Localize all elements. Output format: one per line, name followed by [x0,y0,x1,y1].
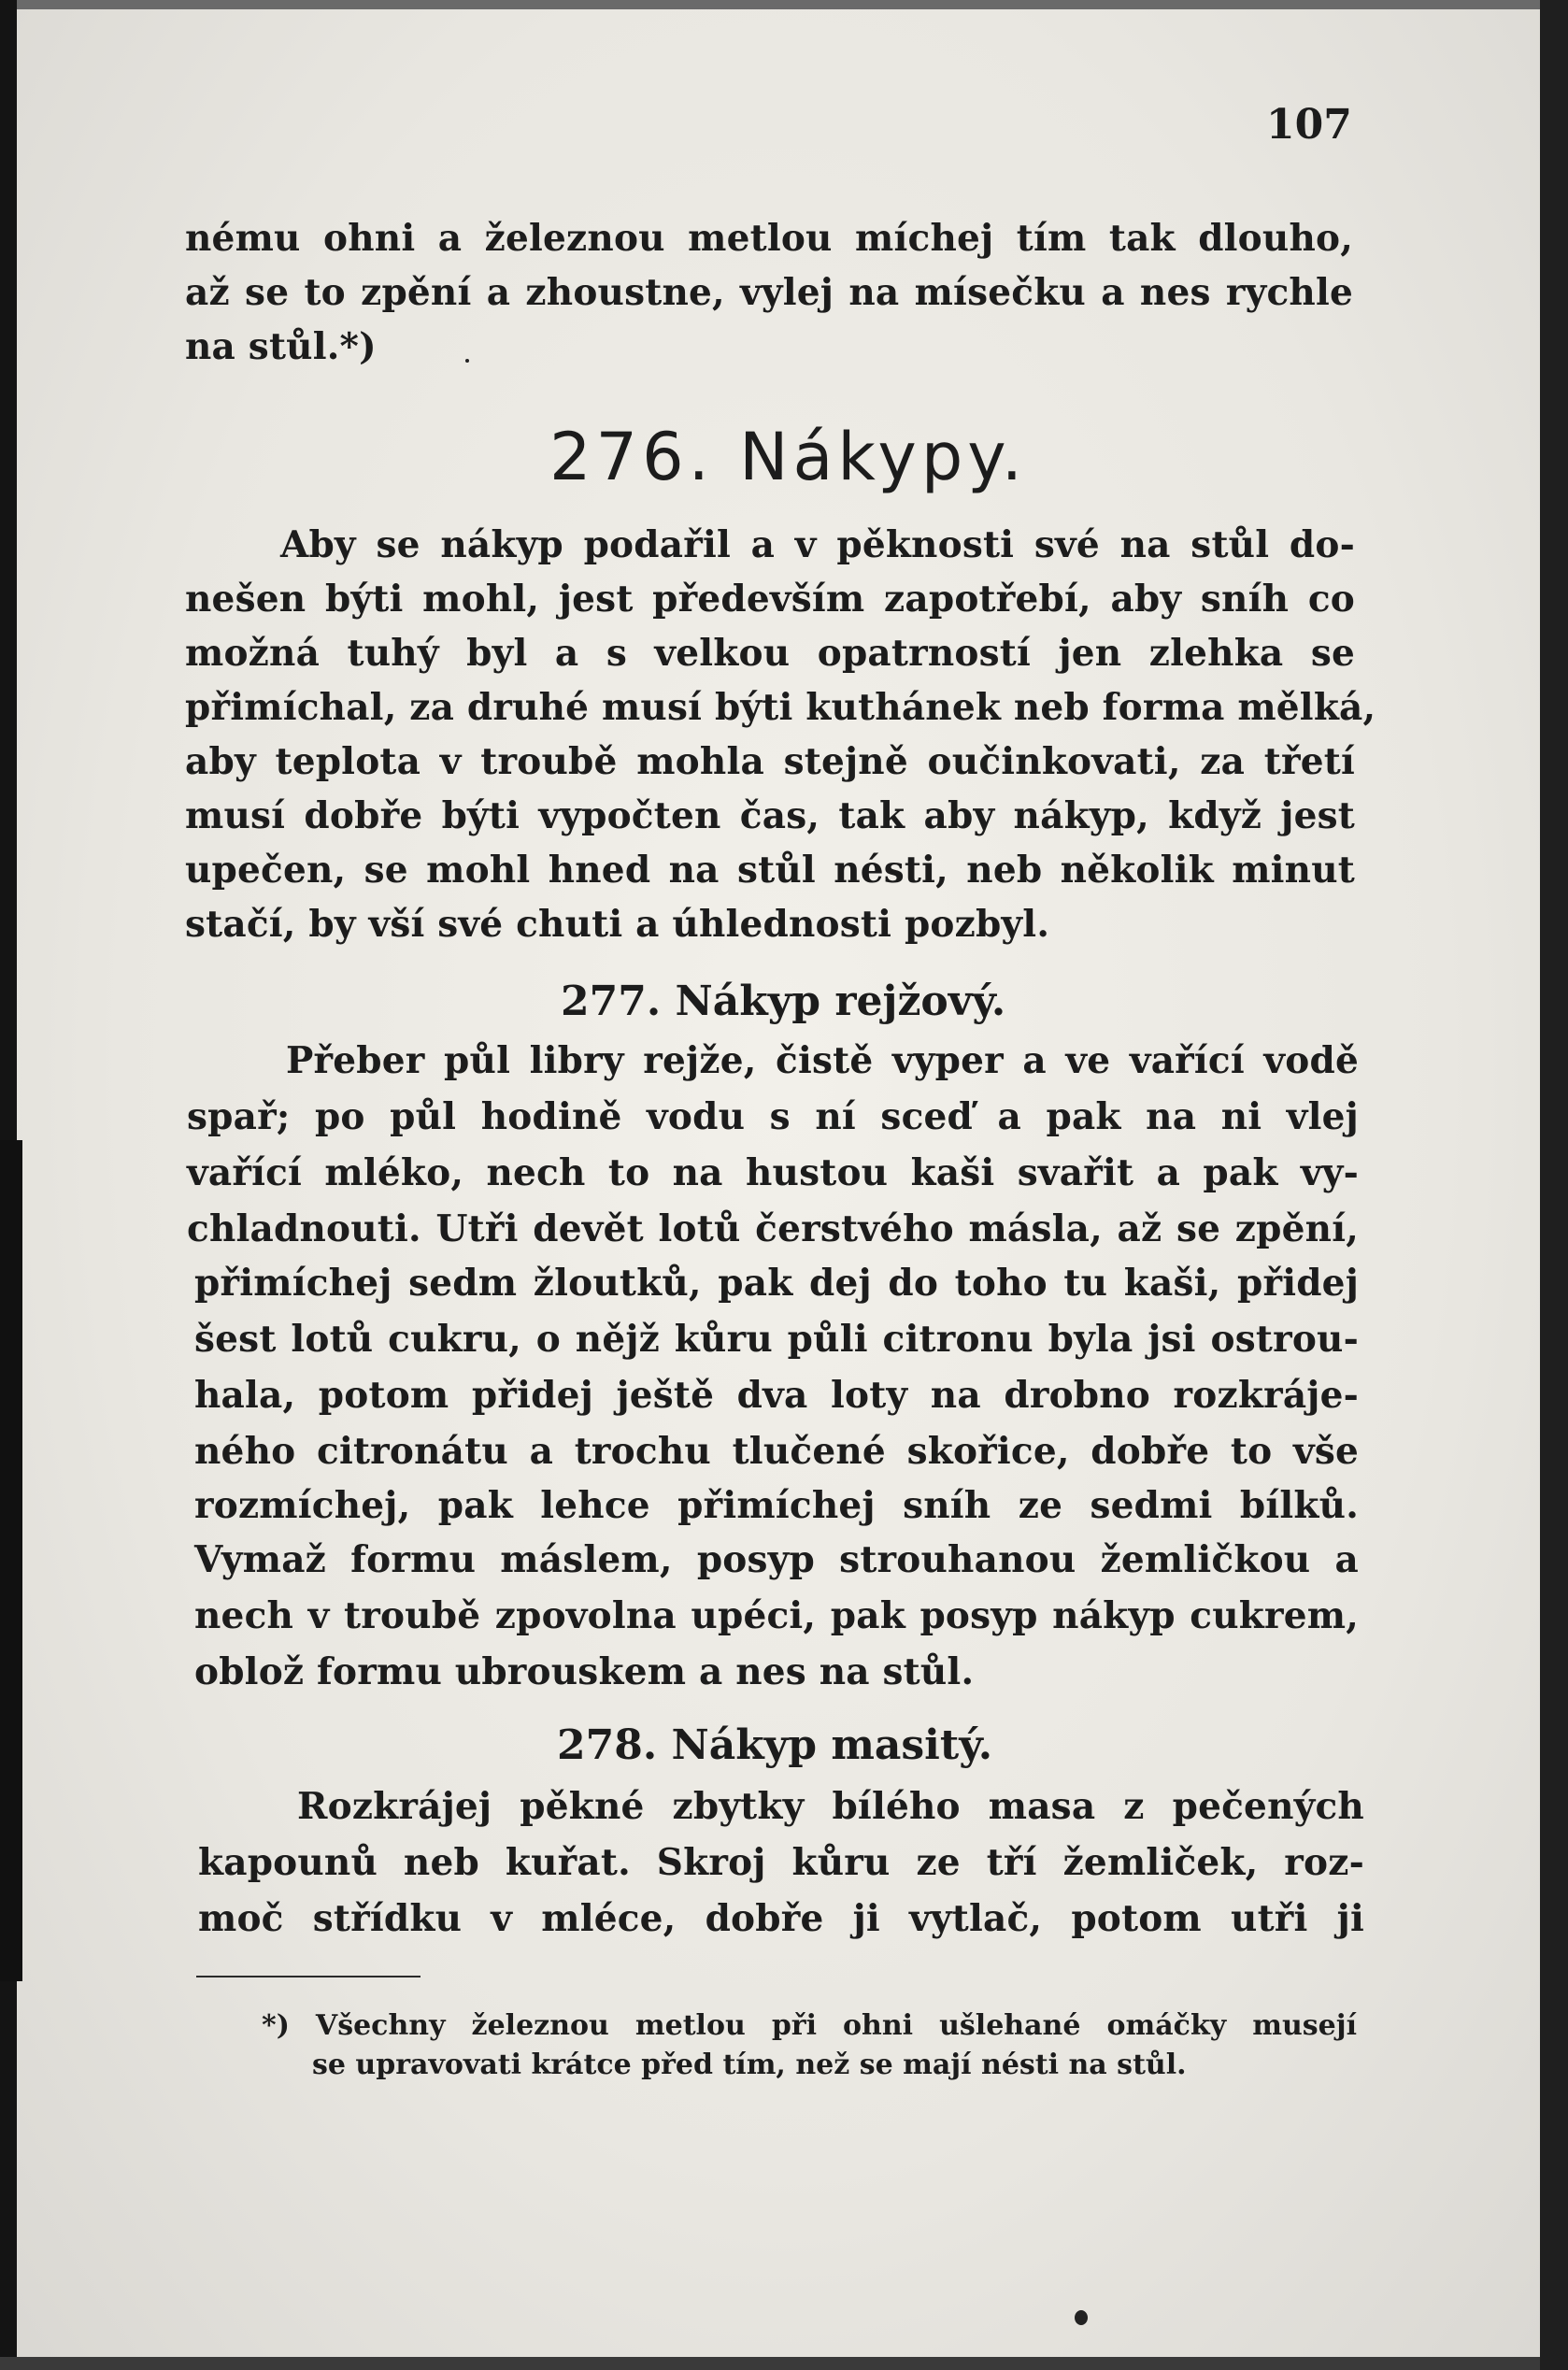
intro-line-2: až se to zpění a zhoustne, vylej na mísečku a nes rychle [185,271,1353,314]
ink-speck [465,359,469,363]
section-276-line-2: nešen býti mohl, jest především zapotřebí, aby sníh co [185,578,1355,621]
page-bottom-edge [0,2357,1568,2370]
section-277-line-11: nech v troubě zpovolna upéci, pak posyp nákyp cukrem, [194,1594,1359,1637]
page-top-edge [0,0,1568,9]
footnote-line-2: se upravovati krátce před tím, než se mají nésti na stůl. [312,2049,1187,2081]
section-277-heading: 277. Nákyp rejžový. [561,978,1006,1025]
section-278-line-3: moč střídku v mléce, dobře ji vytlač, potom utři ji [198,1897,1364,1940]
section-278-heading: 278. Nákyp masitý. [557,1721,993,1769]
section-277-line-6: šest lotů cukru, o nějž kůru půli citronu byla jsi ostrou- [194,1318,1359,1361]
section-277-line-10: Vymaž formu máslem, posyp strouhanou žemličkou a [194,1538,1359,1581]
section-277-line-4: chladnouti. Utři devět lotů čerstvého másla, až se zpění, [187,1207,1359,1250]
right-binding-shadow [1540,0,1568,2370]
binding-shadow [0,1140,22,1981]
section-278-line-1: Rozkrájej pěkné zbytky bílého masa z pečených [297,1785,1364,1828]
intro-line-3: na stůl.*) [185,325,377,368]
section-276-heading: 276. Nákypy. [549,419,1027,495]
intro-line-1: nému ohni a železnou metlou míchej tím tak dlouho, [185,217,1353,260]
section-277-line-5: přimíchej sedm žloutků, pak dej do toho tu kaši, přidej [194,1262,1359,1305]
section-276-line-6: musí dobře býti vypočten čas, tak aby nákyp, když jest [185,794,1355,837]
footnote-rule [196,1976,421,1977]
section-276-line-5: aby teplota v troubě mohla stejně oučinkovati, za třetí [185,740,1355,783]
section-278-line-2: kapounů neb kuřat. Skroj kůru ze tří žemliček, roz- [198,1841,1364,1884]
section-276-line-8: stačí, by vší své chuti a úhlednosti pozbyl. [185,903,1050,946]
section-277-line-7: hala, potom přidej ještě dva loty na drobno rozkrájе- [194,1374,1359,1417]
page-number: 107 [1266,101,1352,149]
section-277-line-1: Přeber půl libry rejže, čistě vyper a ve vařící vodě [286,1039,1359,1082]
section-277-line-12: oblož formu ubrouskem a nes na stůl. [194,1650,975,1693]
section-277-line-9: rozmíchej, pak lehce přimíchej sníh ze sedmi bílků. [194,1484,1359,1527]
section-277-line-8: ného citronátu a trochu tlučené skořice, dobře to vše [194,1430,1359,1473]
section-277-line-2: spař; po půl hodině vodu s ní sceď a pak na ni vlej [187,1095,1359,1138]
section-277-line-3: vařící mléko, nech to na hustou kaši svařit a pak vy- [187,1151,1359,1194]
footnote-line-1: *) Všechny železnou metlou při ohni ušlehané omáčky musejí [262,2009,1357,2042]
section-276-line-4: přimíchal, za druhé musí býti kuthánek neb forma mělká, [185,686,1376,729]
section-276-line-3: možná tuhý byl a s velkou opatrností jen zlehka se [185,632,1355,675]
ink-speck [1075,2310,1088,2325]
section-276-line-1: Aby se nákyp podařil a v pěknosti své na stůl do- [280,523,1355,566]
section-276-line-7: upečen, se mohl hned na stůl nésti, neb několik minut [185,849,1355,892]
